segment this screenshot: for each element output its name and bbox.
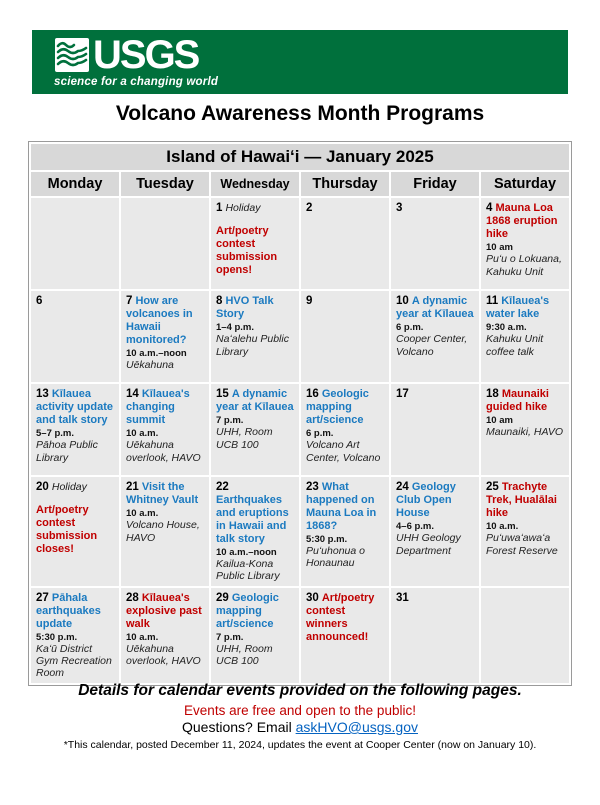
day-number: 16 (306, 388, 319, 400)
day-cell-headline (306, 388, 385, 427)
day-note: Holiday (51, 481, 87, 493)
day-cell (121, 588, 209, 683)
calendar-week-row (31, 291, 569, 382)
day-cell (211, 198, 299, 289)
day-cell (31, 588, 119, 683)
day-cell (211, 588, 299, 683)
day-cell-headline (306, 295, 385, 308)
day-cell (391, 477, 479, 586)
event-time: 5–7 p.m. (36, 428, 75, 440)
event-time: 4–6 p.m. (396, 521, 435, 533)
footer-details: Details for calendar events provided on the following pages. (78, 682, 522, 699)
event-location: Uēkahuna overlook, HAVO (126, 642, 201, 668)
footer-questions (0, 719, 600, 735)
event-title: Art/poetry contest submission closes! (36, 504, 98, 556)
day-number: 25 (486, 481, 499, 493)
day-cell (31, 198, 119, 289)
day-cell-headline (306, 202, 385, 215)
day-cell (31, 477, 119, 586)
day-cell (121, 477, 209, 586)
day-cell (31, 291, 119, 382)
event-location: Uēkahuna (126, 359, 174, 372)
event-title: A dynamic year at Kīlauea (396, 295, 474, 321)
calendar-week-row (31, 198, 569, 289)
event-title: Geologic mapping art/science (216, 591, 279, 630)
day-number: 27 (36, 591, 49, 604)
footer-note: *This calendar, posted December 11, 2024, updates the event at Cooper Center (now on January 10). (63, 739, 537, 751)
event-location: UHH, Room UCB 100 (216, 642, 273, 668)
day-cell-headline (216, 388, 295, 414)
usgs-banner (32, 30, 568, 94)
event-location: Kaʻū District Gym Recreation Room (36, 642, 112, 680)
usgs-logo (54, 33, 219, 88)
day-number: 29 (216, 591, 229, 604)
event-time: 6 p.m. (306, 428, 334, 440)
event-location: Kahuku Unit coffee talk (486, 333, 544, 358)
usgs-waves-icon (54, 37, 90, 73)
day-number: 31 (396, 591, 409, 604)
day-cell-headline (36, 481, 115, 494)
event-location: Cooper Center, Volcano (396, 333, 468, 358)
event-location: Naʻalehu Public Library (216, 333, 289, 358)
day-cell-headline (486, 388, 565, 414)
day-number: 18 (486, 388, 499, 400)
day-header-thursday: Thursday (301, 172, 389, 196)
day-cell (121, 384, 209, 475)
day-header-saturday: Saturday (481, 172, 569, 196)
day-number: 24 (396, 481, 409, 493)
event-time: 10 a.m. (126, 631, 159, 643)
day-cell (481, 477, 569, 586)
day-cell-headline (36, 295, 115, 308)
event-title: What happened on Mauna Loa in 1868? (306, 481, 377, 533)
event-location: Volcano Art Center, Volcano (306, 439, 381, 464)
day-number: 23 (306, 481, 319, 493)
day-number: 28 (126, 591, 139, 604)
event-title: Kīlauea activity update and talk story (36, 388, 114, 427)
event-title: Visit the Whitney Vault (126, 481, 199, 507)
day-number: 30 (306, 591, 319, 604)
day-cell-headline (126, 481, 205, 507)
event-time: 10 a.m. (126, 428, 159, 440)
usgs-wordmark: USGS (93, 33, 199, 77)
day-cell (301, 291, 389, 382)
calendar-table (28, 141, 572, 686)
day-cell-headline (486, 481, 565, 520)
event-title: Pāhala earthquakes update (36, 591, 101, 630)
day-header-tuesday: Tuesday (121, 172, 209, 196)
event-location: UHH, Room UCB 100 (216, 426, 273, 451)
day-cell-headline (396, 295, 475, 321)
day-header-row (31, 172, 569, 196)
event-time: 10 a.m. (486, 521, 519, 533)
day-header-wednesday: Wednesday (211, 172, 299, 196)
day-number: 20 (36, 481, 49, 493)
day-cell-headline (216, 592, 295, 631)
day-note: Holiday (225, 202, 261, 214)
day-cell-headline (126, 592, 205, 631)
event-time: 5:30 p.m. (306, 534, 348, 546)
day-cell-headline (126, 388, 205, 427)
day-cell (391, 384, 479, 475)
day-cell (31, 384, 119, 475)
day-cell-headline (36, 592, 115, 631)
day-cell-headline (486, 202, 565, 241)
event-time: 10 am (486, 242, 513, 254)
page-title: Volcano Awareness Month Programs (115, 102, 485, 125)
event-title: Art/poetry contest winners announced! (306, 591, 375, 643)
day-cell (301, 384, 389, 475)
event-time: 10 am (486, 415, 513, 427)
event-location: Maunaiki, HAVO (486, 426, 564, 439)
footer-questions-prefix: Questions? Email (182, 719, 296, 735)
event-title: How are volcanoes in Hawaii monitored? (126, 295, 193, 347)
event-time: 10 a.m.–noon (216, 546, 277, 558)
event-time: 10 a.m. (126, 508, 159, 520)
calendar-week-row (31, 384, 569, 475)
day-cell (481, 198, 569, 289)
day-number: 10 (396, 295, 409, 307)
event-location: Kailua-Kona Public Library (216, 558, 280, 583)
event-title: Earthquakes and eruptions in Hawaii and talk story (216, 494, 289, 546)
day-cell (121, 291, 209, 382)
day-number: 3 (396, 202, 403, 214)
day-number: 21 (126, 481, 139, 493)
event-title: Trachyte Trek, Hualālai hike (486, 481, 557, 520)
day-number: 8 (216, 295, 223, 307)
calendar-caption: Island of Hawaiʻi — January 2025 (31, 144, 569, 170)
day-cell (211, 291, 299, 382)
day-number: 9 (306, 295, 313, 307)
event-title: Kīlauea's explosive past walk (126, 591, 202, 630)
email-link[interactable]: askHVO@usgs.gov (295, 719, 418, 735)
calendar-week-row (31, 477, 569, 586)
event-time: 6 p.m. (396, 322, 424, 334)
day-cell-headline (306, 481, 385, 533)
day-number: 6 (36, 295, 43, 307)
day-cell-headline (216, 481, 295, 546)
event-title: Kīlauea's changing summit (126, 388, 190, 427)
event-location: Puʻuwaʻawaʻa Forest Reserve (486, 532, 558, 557)
day-number: 13 (36, 388, 49, 400)
event-time: 10 a.m.–noon (126, 348, 187, 360)
day-number: 15 (216, 388, 229, 400)
day-number: 1 (216, 202, 223, 214)
event-location: Puʻuhonua o Honaunau (306, 545, 365, 570)
day-cell-headline (396, 202, 475, 215)
day-header-friday: Friday (391, 172, 479, 196)
event-time: 7 p.m. (216, 631, 244, 643)
day-cell (301, 477, 389, 586)
day-cell (391, 198, 479, 289)
day-cell (481, 588, 569, 683)
day-cell (211, 384, 299, 475)
calendar-caption-row (31, 144, 569, 170)
day-number: 22 (216, 481, 229, 493)
event-title: A dynamic year at Kīlauea (216, 388, 294, 414)
day-cell-headline (396, 592, 475, 605)
day-cell-headline (216, 295, 295, 321)
day-cell (481, 384, 569, 475)
day-cell-headline (396, 388, 475, 401)
day-cell-headline (216, 202, 295, 215)
day-header-monday: Monday (31, 172, 119, 196)
event-title: Geology Club Open House (396, 481, 456, 520)
day-number: 11 (486, 295, 499, 307)
event-title: Kīlauea's water lake (486, 295, 550, 321)
day-number: 7 (126, 295, 133, 307)
footer-free-text: Events are free and open to the public! (184, 703, 416, 718)
day-cell (301, 588, 389, 683)
event-location: UHH Geology Department (396, 532, 461, 557)
usgs-tagline: science for a changing world (54, 76, 219, 88)
calendar-week-row (31, 588, 569, 683)
day-cell-headline (486, 295, 565, 321)
day-cell (301, 198, 389, 289)
event-title: Maunaiki guided hike (486, 388, 549, 414)
event-location: Uēkahuna overlook, HAVO (126, 439, 201, 464)
day-cell-headline (126, 295, 205, 347)
day-cell (391, 291, 479, 382)
day-number: 17 (396, 388, 409, 400)
calendar-body (31, 198, 569, 683)
event-time: 5:30 p.m. (36, 631, 78, 643)
event-title: Art/poetry contest submission opens! (216, 225, 278, 277)
day-cell (481, 291, 569, 382)
day-cell-headline (36, 388, 115, 427)
day-cell-headline (396, 481, 475, 520)
event-time: 1–4 p.m. (216, 322, 255, 334)
day-cell-headline (306, 592, 385, 644)
event-title: Geologic mapping art/science (306, 388, 369, 427)
day-number: 2 (306, 202, 313, 214)
event-location: Volcano House, HAVO (126, 519, 200, 544)
event-time: 9:30 a.m. (486, 322, 527, 334)
day-cell (211, 477, 299, 586)
day-number: 14 (126, 388, 139, 400)
event-time: 7 p.m. (216, 415, 244, 427)
event-location: Pāhoa Public Library (36, 439, 98, 464)
day-cell (391, 588, 479, 683)
event-title: Mauna Loa 1868 eruption hike (486, 202, 558, 241)
day-number: 4 (486, 202, 493, 214)
event-location: Puʻu o Lokuana, Kahuku Unit (486, 253, 562, 278)
event-title: HVO Talk Story (216, 295, 274, 321)
day-cell (121, 198, 209, 289)
